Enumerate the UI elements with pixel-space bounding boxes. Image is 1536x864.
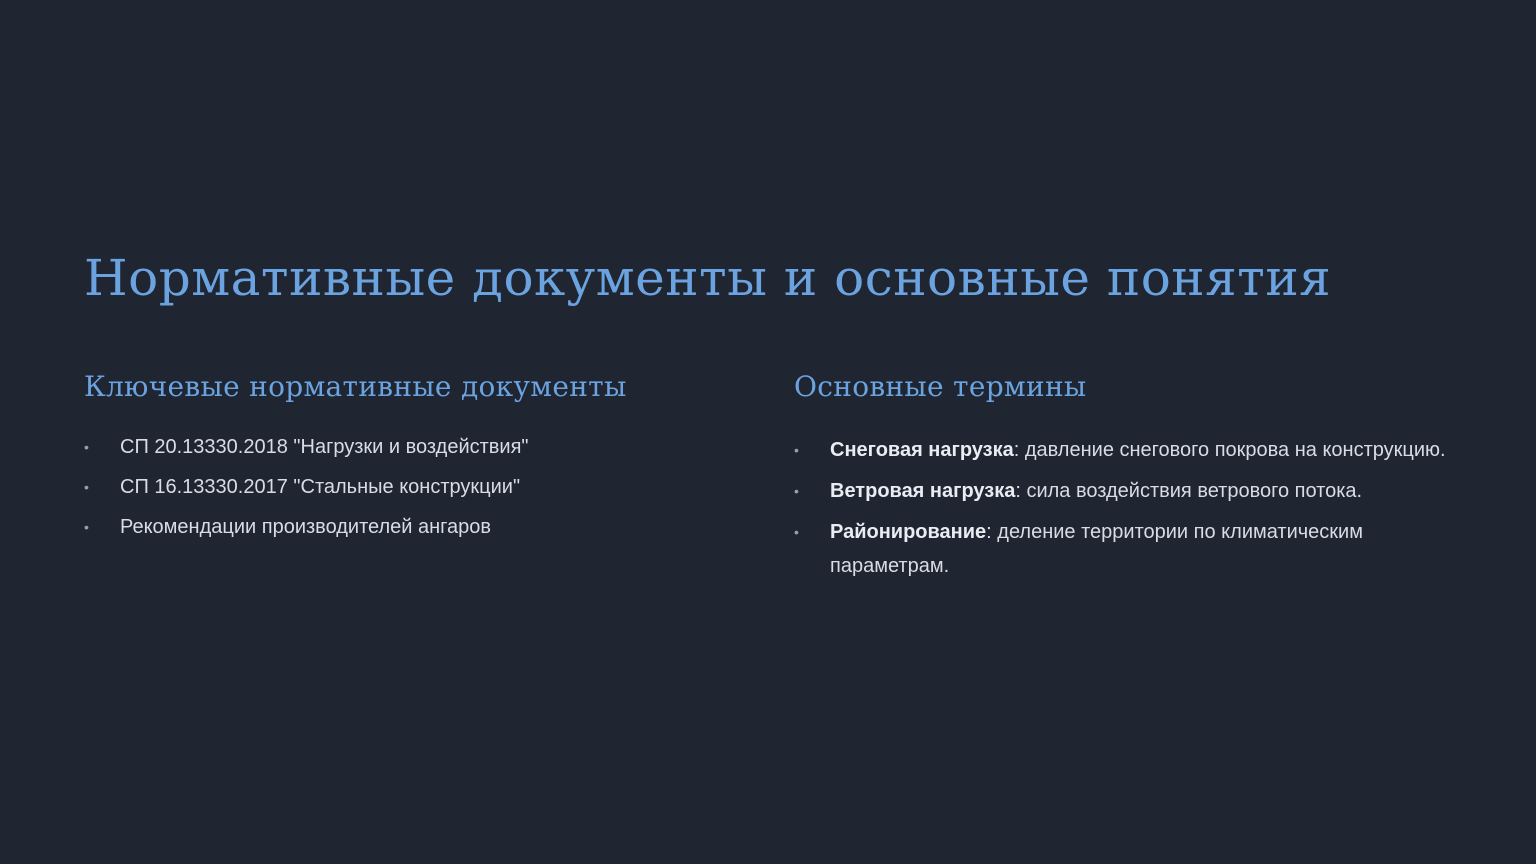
list-item [794,474,1452,508]
column-normative-documents [84,370,729,590]
right-bullet-list [794,433,1452,583]
bullet-icon: • [84,519,89,535]
list-item [84,473,729,501]
list-item-text: Рекомендации производителей ангаров [120,516,492,538]
term-label: Районирование [830,521,987,543]
list-item [84,433,729,461]
list-item [794,515,1452,583]
column-main-terms [794,370,1452,590]
term-definition: : деление территории по климатическим параметрам. [830,521,1363,577]
term-label: Снеговая нагрузка [830,439,1014,461]
list-item-text: СП 20.13330.2018 "Нагрузки и воздействия" [120,436,529,458]
bullet-icon: • [84,439,89,455]
list-item-text: СП 16.13330.2017 "Стальные конструкции" [120,476,521,498]
bullet-icon: • [794,483,799,499]
columns [84,370,1452,590]
list-item [84,513,729,541]
bullet-icon: • [794,442,799,458]
term-label: Ветровая нагрузка [830,480,1016,502]
left-bullet-list [84,433,729,541]
left-column-heading: Ключевые нормативные документы [84,370,627,403]
list-item-text [830,433,1452,467]
list-item [794,433,1452,467]
slide-title: Нормативные документы и основные понятия [84,249,1332,307]
bullet-icon: • [84,479,89,495]
list-item-text [830,474,1452,508]
list-item-text [830,515,1452,583]
bullet-icon: • [794,524,799,540]
slide-content [84,0,1452,590]
term-definition: : сила воздействия ветрового потока. [1015,480,1363,502]
right-column-heading: Основные термины [794,370,1087,403]
term-definition: : давление снегового покрова на конструкцию. [1013,439,1446,461]
